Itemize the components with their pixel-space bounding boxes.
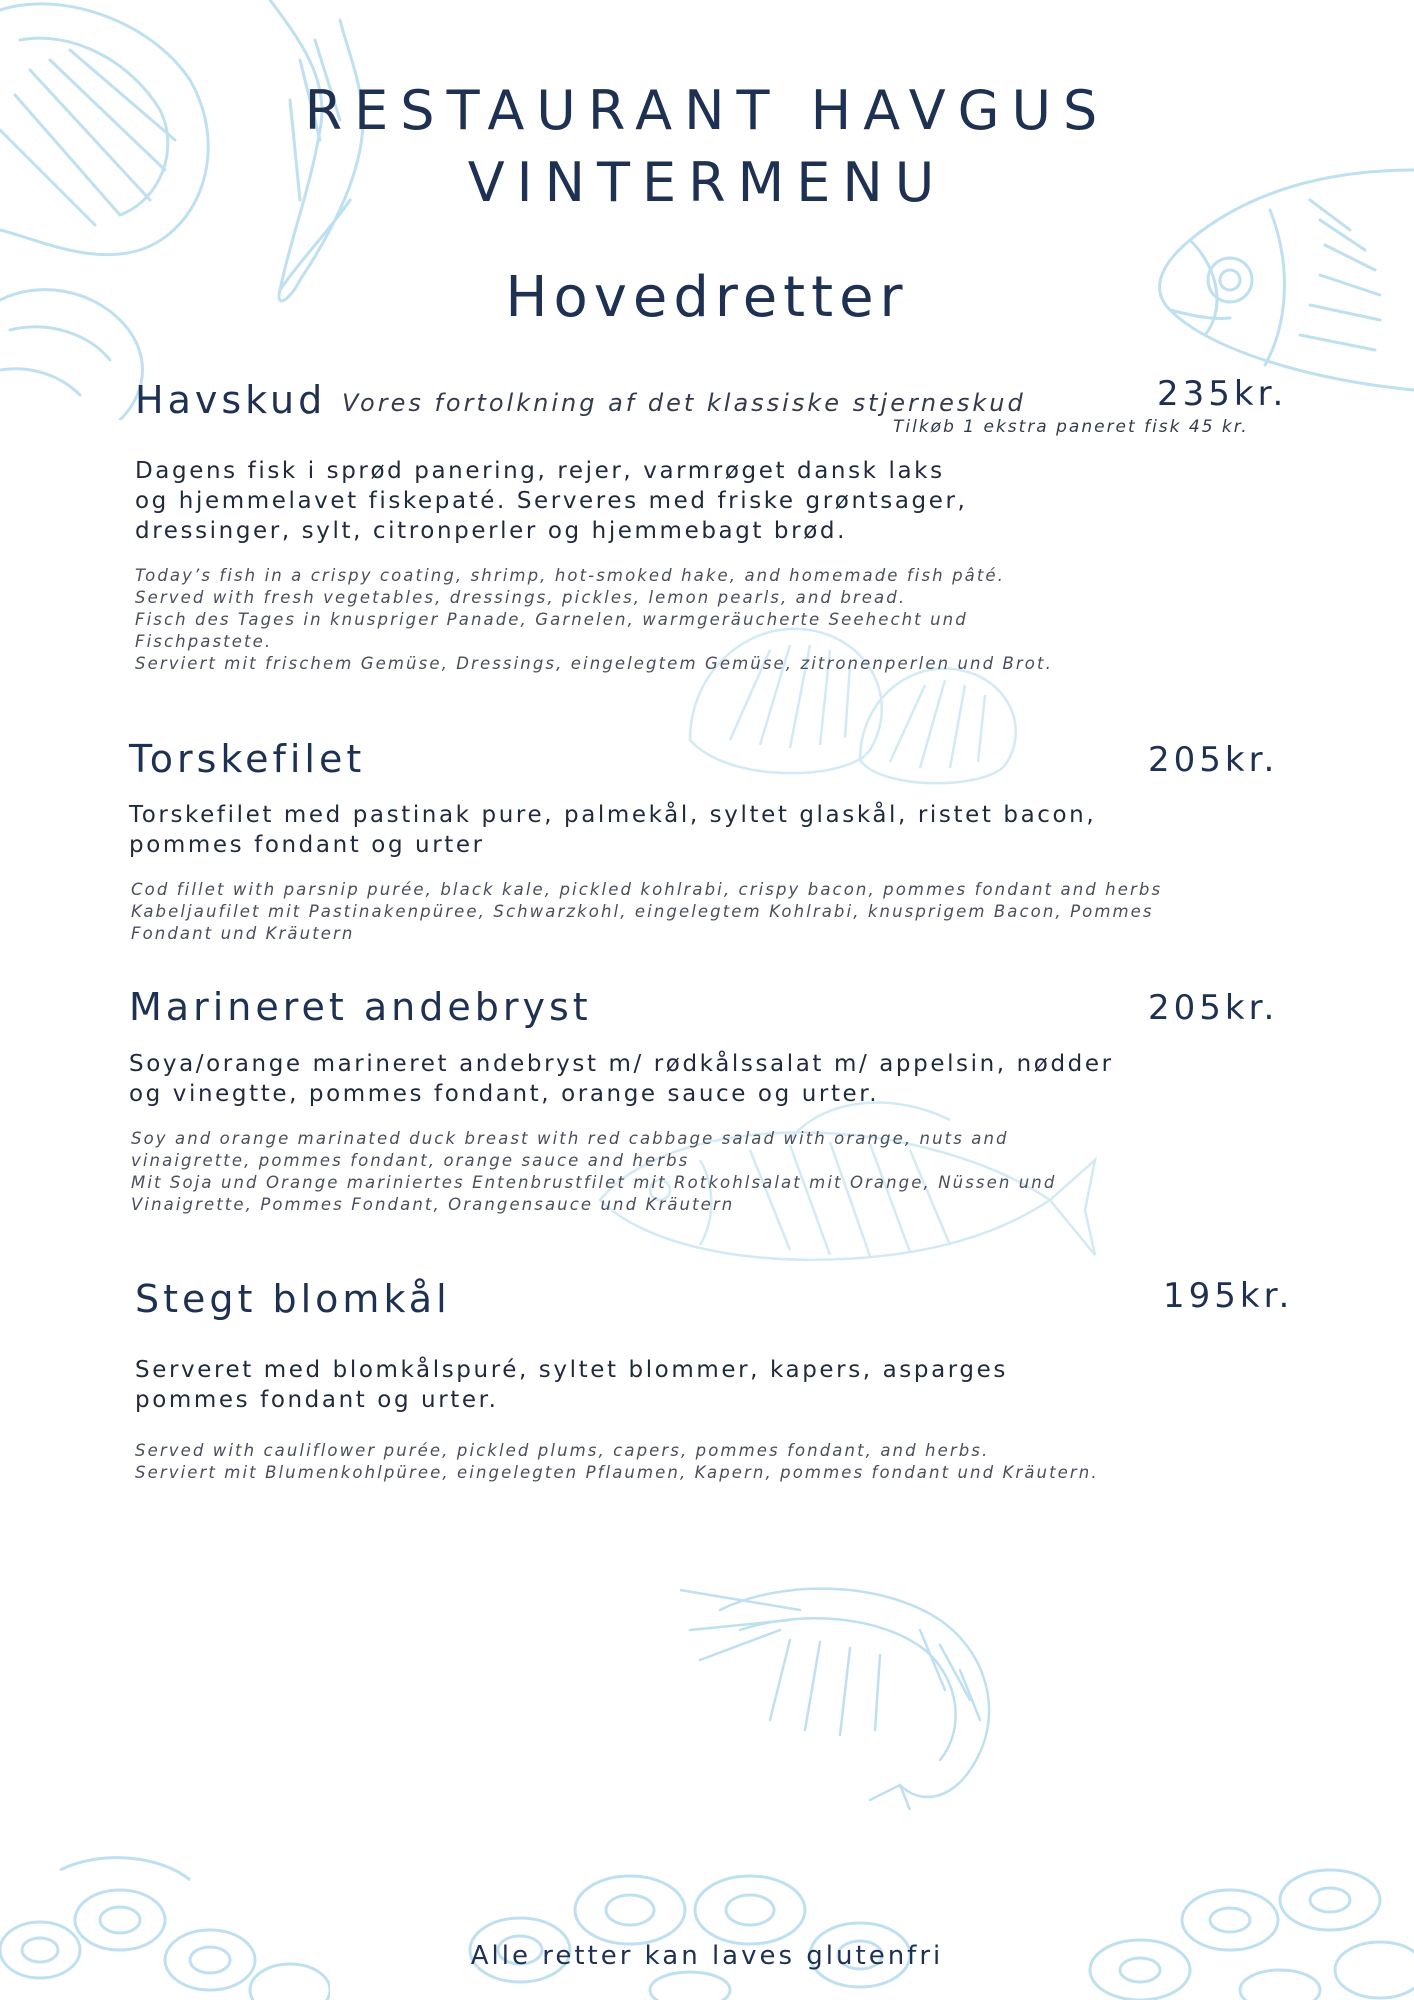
dish-description: Soya/orange marineret andebryst m/ rødkålssalat m/ appelsin, nødder og vinegtte, pommes fondant, orange sauce og urter. — [129, 1051, 1114, 1107]
dish-translations: Cod fillet with parsnip purée, black kale, pickled kohlrabi, crispy bacon, pommes fondant and herbs Kabeljaufilet mit Pastinakenpüree, Schwarzkohl, eingelegtem Kohlrabi, knusprigem Bacon, Pommes Fondant und Kräutern — [131, 880, 1163, 943]
dish-name: Torskefilet — [129, 737, 366, 781]
dish-description: Dagens fisk i sprød panering, rejer, varmrøget dansk laks og hjemmelavet fiskepaté. Serveres med friske grøntsager, dressinger, sylt, citronperler og hjemmebagt brød. — [135, 458, 968, 544]
restaurant-title: RESTAURANT HAVGUS — [304, 79, 1110, 142]
dish-price: 235kr. — [1157, 374, 1288, 414]
shrimp-illustration — [680, 1570, 1030, 1810]
gluten-free-note: Alle retter kan laves glutenfri — [470, 1941, 944, 1971]
oysters-bottom-right-illustration — [1080, 1840, 1414, 2000]
dish-name: Havskud — [135, 378, 327, 422]
dish-price: 205kr. — [1148, 988, 1279, 1028]
dish-price: 205kr. — [1148, 740, 1279, 780]
dish-translations: Served with cauliflower purée, pickled plums, capers, pommes fondant, and herbs. Serviert mit Blumenkohlpüree, eingelegten Pflaumen, Kapern, pommes fondant und Kräutern. — [135, 1441, 1099, 1482]
dish-price: 195kr. — [1163, 1276, 1294, 1316]
dish-tagline: Vores fortolkning af det klassiske stjerneskud — [342, 389, 1026, 417]
extra-fish-note: Tilkøb 1 ekstra paneret fisk 45 kr. — [893, 417, 1249, 437]
oysters-bottom-left-illustration — [0, 1840, 330, 2000]
crab-illustration — [0, 0, 440, 420]
dish-name: Stegt blomkål — [135, 1277, 451, 1321]
section-title: Hovedretter — [505, 265, 909, 330]
menu-title: VINTERMENU — [467, 151, 947, 214]
dish-name: Marineret andebryst — [129, 985, 592, 1029]
dish-translations: Today’s fish in a crispy coating, shrimp, hot-smoked hake, and homemade fish pâté. Served with fresh vegetables, dressings, pickles, lemon pearls, and bread. Fisch des Tages in knuspriger Panade, Garnelen, warmgeräucherte Seehecht und Fischpastete. Serviert mit frischem Gemüse, Dressings, eingelegtem Gemüse, zitronenperlen und Brot. — [135, 566, 1053, 673]
dish-description: Serveret med blomkålspuré, syltet blommer, kapers, asparges pommes fondant og urter. — [135, 1357, 1008, 1413]
dish-translations: Soy and orange marinated duck breast with red cabbage salad with orange, nuts and vinaigrette, pommes fondant, orange sauce and herbs Mit Soja und Orange mariniertes Entenbrustfilet mit Rotkohlsalat mit Orange, Nüssen und Vinaigrette, Pommes Fondant, Orangensauce und Kräutern — [131, 1129, 1057, 1214]
oysters-bottom-center-illustration — [460, 1850, 920, 2000]
dish-description: Torskefilet med pastinak pure, palmekål, syltet glaskål, ristet bacon, pommes fondant og urter — [129, 802, 1097, 858]
